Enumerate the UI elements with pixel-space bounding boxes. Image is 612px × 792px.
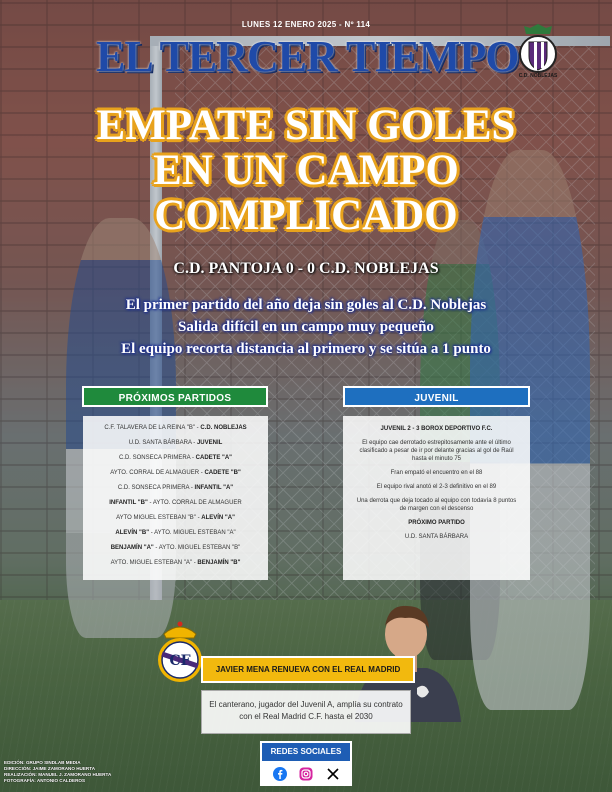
next-match-opponent: U.D. SANTA BÁRBARA bbox=[404, 534, 469, 540]
issue-date-line: LUNES 12 ENERO 2025 - Nº 114 bbox=[241, 20, 371, 29]
fixture-text: AYTO. CORRAL DE ALMAGUER - bbox=[110, 470, 205, 476]
news-body-text: El canterano, jugador del Juvenil A, amplía su contrato con el Real Madrid C.F. hasta el 2030 bbox=[201, 690, 411, 734]
fixture-team: CADETE "B" bbox=[204, 470, 241, 476]
fixture-item bbox=[83, 559, 268, 567]
subheadline-group bbox=[0, 294, 612, 360]
fixture-team: CADETE "A" bbox=[195, 455, 233, 461]
fixture-text: AYTO MIGUEL ESTEBAN "B" - bbox=[116, 515, 202, 521]
fixture-item bbox=[83, 484, 268, 492]
juvenil-paragraph: Fran empató el encuentro en el 88 bbox=[390, 470, 483, 476]
credit-line: REALIZACIÓN: MANUEL J. ZAMORANO HUERTA bbox=[4, 772, 112, 777]
proximos-partidos-header: PRÓXIMOS PARTIDOS bbox=[82, 386, 268, 407]
fixture-team: INFANTIL "B" bbox=[109, 500, 148, 506]
fixture-team: BENJAMÍN "B" bbox=[197, 560, 241, 566]
juvenil-result: JUVENIL 2 - 3 BOROX DEPORTIVO F.C. bbox=[380, 426, 493, 432]
credit-line: FOTOGRAFÍA: ANTONIO CALDEROS bbox=[4, 778, 86, 783]
fixture-text: C.D. SONSECA PRIMERA - bbox=[117, 485, 195, 491]
fixture-team: JUVENIL bbox=[196, 440, 223, 446]
fixture-team: ALEVÍN "A" bbox=[201, 515, 235, 521]
fixture-text: - AYTO. MIGUEL ESTEBAN "A" bbox=[149, 530, 236, 536]
svg-text:CF: CF bbox=[169, 653, 191, 669]
social-media-label: REDES SOCIALES bbox=[260, 741, 352, 763]
fixture-team: C.D. NOBLEJAS bbox=[200, 425, 247, 431]
headline-line: COMPLICADO bbox=[154, 192, 458, 239]
social-icons-row bbox=[260, 762, 352, 786]
headline-line: EN UN CAMPO bbox=[153, 147, 459, 194]
fixture-item bbox=[83, 514, 268, 522]
fixture-team: ALEVÍN "B" bbox=[115, 530, 150, 536]
real-madrid-crest-icon bbox=[154, 620, 206, 684]
credit-line: DIRECCIÓN: JAIME ZAMORANO HUERTA bbox=[4, 766, 96, 771]
match-score-line: C.D. PANTOJA 0 - 0 C.D. NOBLEJAS bbox=[173, 260, 439, 277]
fixture-item bbox=[83, 469, 268, 477]
subheadline: Salida difícil en un campo muy pequeño bbox=[178, 319, 434, 335]
main-headline bbox=[20, 103, 592, 238]
masthead-title: EL TERCER TIEMPO bbox=[96, 32, 519, 81]
juvenil-card bbox=[343, 416, 530, 580]
fixture-item bbox=[83, 424, 268, 432]
next-match-label: PRÓXIMO PARTIDO bbox=[408, 520, 465, 526]
publication-credits bbox=[4, 760, 164, 784]
juvenil-paragraph: Una derrota que deja tocado al equipo con todavía 8 puntos de margen con el descenso bbox=[356, 498, 517, 512]
fixture-text: - AYTO. CORRAL DE ALMAGUER bbox=[147, 500, 242, 506]
fixture-text: U.D. SANTA BÁRBARA - bbox=[128, 440, 197, 446]
subheadline: El equipo recorta distancia al primero y se sitúa a 1 punto bbox=[121, 341, 491, 357]
credit-line: EDICIÓN: GRUPO SINDLAB MEDIA bbox=[4, 760, 81, 765]
headline-line: EMPATE SIN GOLES bbox=[96, 102, 516, 149]
fixture-item bbox=[83, 439, 268, 447]
fixture-text: - AYTO. MIGUEL ESTEBAN "B" bbox=[153, 545, 241, 551]
instagram-icon[interactable] bbox=[299, 767, 313, 781]
club-name-caption: C.D. NOBLEJAS bbox=[518, 73, 558, 79]
juvenil-paragraph: El equipo rival anotó el 2-3 definitivo en el 89 bbox=[376, 484, 497, 490]
fixture-item bbox=[83, 454, 268, 462]
juvenil-header: JUVENIL bbox=[343, 386, 530, 407]
fixture-item bbox=[83, 544, 268, 552]
juvenil-paragraph: El equipo cae derrotado estrepitosamente ante el último clasificado a pesar de ir por delante gracias al gol de Raúl hasta el minuto 75 bbox=[359, 440, 514, 462]
fixture-item bbox=[83, 499, 268, 507]
subheadline: El primer partido del año deja sin goles al C.D. Noblejas bbox=[125, 297, 487, 313]
news-headline-banner: JAVIER MENA RENUEVA CON EL REAL MADRID bbox=[201, 656, 415, 683]
fixture-text: C.D. SONSECA PRIMERA - bbox=[118, 455, 196, 461]
x-icon[interactable] bbox=[326, 767, 340, 781]
fixture-team: BENJAMÍN "A" bbox=[110, 545, 154, 551]
fixture-item bbox=[83, 529, 268, 537]
fixture-text: AYTO. MIGUEL ESTEBAN "A" - bbox=[110, 560, 198, 566]
fixture-team: INFANTIL "A" bbox=[194, 485, 234, 491]
proximos-partidos-card bbox=[83, 416, 268, 580]
facebook-icon[interactable] bbox=[273, 767, 287, 781]
fixture-text: C.F. TALAVERA DE LA REINA "B" - bbox=[104, 425, 201, 431]
